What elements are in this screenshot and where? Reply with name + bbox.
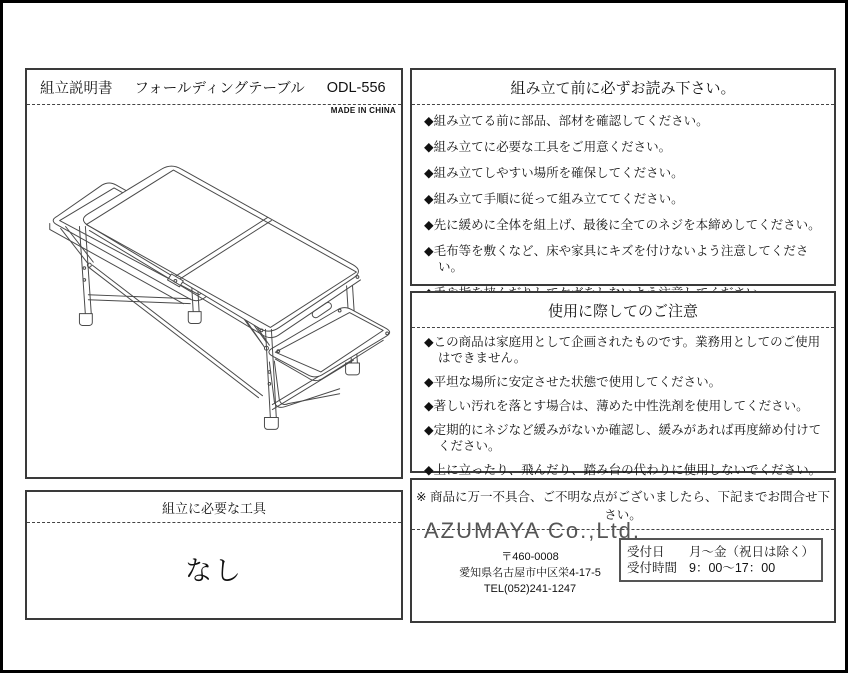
doc-type-label: 組立説明書 <box>40 81 113 97</box>
model-number-label: ODL-556 <box>326 79 386 96</box>
list-item: ◆毛布等を敷くなど、床や家具にキズを付けないよう注意してください。 <box>424 244 809 274</box>
contact-note: ※ 商品に万一不具合、ご不明な点がございましたら、下記までお問合せ下さい。 <box>412 480 834 530</box>
pre-assembly-list <box>412 105 834 301</box>
company-name: AZUMAYA Co.,Ltd. <box>424 518 642 543</box>
required-tools-box <box>25 490 403 620</box>
usage-caution-list <box>412 328 834 478</box>
list-item: ◆上に立ったり、飛んだり、踏み台の代わりに使用しないでください。 <box>424 463 822 477</box>
list-item: ◆著しい汚れを落とす場合は、薄めた中性洗剤を使用してください。 <box>424 399 809 413</box>
reception-hours-box <box>619 538 823 582</box>
reception-time-row <box>627 560 815 576</box>
company-phone: TEL(052)241-1247 <box>483 583 577 595</box>
company-block <box>424 518 642 597</box>
title-and-drawing-box <box>25 68 403 479</box>
product-name-label: フォールディングテーブル <box>134 81 305 97</box>
reception-days-label: 受付日 <box>627 545 665 559</box>
made-in-origin-label: MADE IN CHINA <box>330 106 396 115</box>
usage-caution-title: 使用に際してのご注意 <box>412 293 834 328</box>
list-item: ◆組み立てる前に部品、部材を確認してください。 <box>424 114 709 128</box>
list-item: ◆組み立てしやすい場所を確保してください。 <box>424 166 684 180</box>
folding-table-illustration <box>27 70 401 477</box>
list-item: ◆この商品は家庭用として企画されたものです。業務用としてのご使用はできません。 <box>424 335 821 365</box>
list-item: ◆組み立て手順に従って組み立ててください。 <box>424 192 684 206</box>
list-item: ◆定期的にネジなど緩みがないか確認し、緩みがあれば再度締め付けてください。 <box>424 423 822 453</box>
list-item: ◆平坦な場所に安定させた状態で使用してください。 <box>424 375 722 389</box>
list-item: ◆組み立てに必要な工具をご用意ください。 <box>424 140 672 154</box>
reception-days-value: 月～金（祝日は除く） <box>689 545 815 559</box>
required-tools-value: なし <box>185 556 243 586</box>
contact-box <box>410 478 836 623</box>
pre-assembly-notice-box <box>410 68 836 286</box>
company-address: 愛知県名古屋市中区栄4-17-5 <box>459 567 601 579</box>
reception-days-row <box>627 544 815 560</box>
company-postal-code: 〒460-0008 <box>501 551 559 563</box>
pre-assembly-title: 組み立て前に必ずお読み下さい。 <box>412 70 834 105</box>
reception-time-value: 9：00～17：00 <box>689 561 776 575</box>
required-tools-title: 組立に必要な工具 <box>27 492 401 523</box>
reception-time-label: 受付時間 <box>627 561 678 575</box>
list-item: ◆先に緩めに全体を組上げ、最後に全てのネジを本締めしてください。 <box>424 218 821 232</box>
usage-caution-box <box>410 291 836 477</box>
